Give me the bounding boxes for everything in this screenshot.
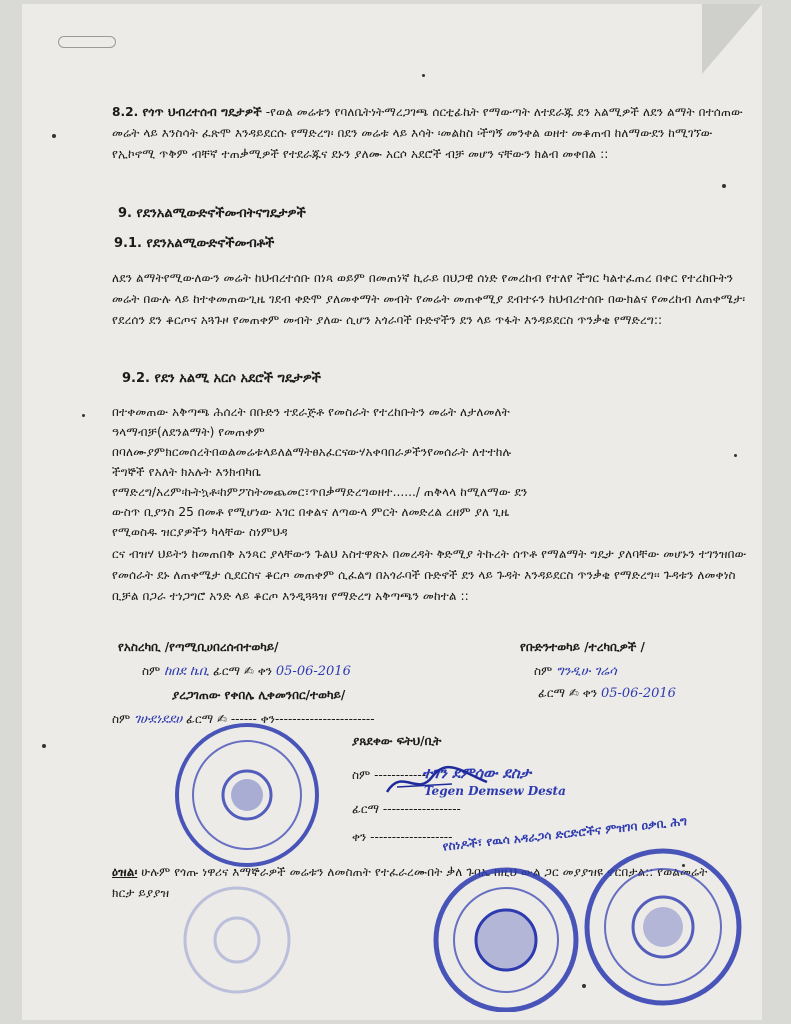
section-8-2-heading: 8.2. የጎጥ ህብረተሰብ ግዴታዎች — [112, 105, 262, 119]
approver-title-stamp: የስነዶች፣ የዉሳ አዳራጋሳ ድርድሮችና ምዝገባ ዐቃቢ ሕግ — [441, 813, 688, 854]
approver-name-latin: Tegen Demsew Desta — [424, 784, 566, 798]
verifier-name: ገሁደነደደሀ — [134, 712, 183, 727]
handover-label: የአስረካቢ /የጣሚቢሀበረሰብተወካይ/ — [118, 640, 279, 654]
section-9-2-line: የሚወስዱ ዝርያዎችን ካላቸው ስነምህዳ — [112, 525, 288, 539]
section-9-1-heading: 9.1. የደንአልሚውድኖችመብቶች — [114, 236, 275, 251]
approver-label: ያጸደቀው ፍትህ/ቢት — [352, 734, 442, 748]
signature-scribble-icon — [382, 762, 492, 802]
right-date: 05-06-2016 — [600, 686, 676, 701]
approver-sign-line: ፊርማ ------------------ — [352, 802, 461, 816]
verifier-label: ያረጋገጠው የቀበሌ ሊቀመንበር/ተወካይ/ — [172, 688, 346, 702]
folded-corner — [702, 4, 762, 74]
section-9-2-text2: ርና ብዝሃ ህይትን ከመጠበቅ አንጻር ያላቸውን ጉልህ አስተዋጽኦ በመረዳት ቅድሚያ ትኩረት ሰጥቶ የማልማት ግዴታ ያለባቸው መሆኑን ተገንዝበው የመሰራት ደኑ ለጠቀሜታ ሲደርስና ቆርጦ መጠቀም ሲፈልግ በአጎራባች ቡድኖች ደን ላይ ጉዳት እንዳይደርስ ጥንቃቄ የማድረግ፡፡ ጉዳቱን ለመቀነስ ቢቻል በጋራ ተነጋግሮ አንድ ላይ ቆርጦ እንዲጓጓዝ የማድረግ አቅጣጫን መከተል :: — [112, 547, 747, 603]
right-name: ግንዲሁ ገሬሳ — [556, 664, 617, 679]
approver-date-line: ቀን ------------------- — [352, 830, 453, 844]
note-label: ዕዝል፡ — [112, 865, 138, 879]
left-name: ከበደ ኬቢ — [164, 664, 210, 679]
section-9-2-line: ውስጥ ቢያንስ 25 በመቶ የሚሆነው አገር በቀልና ለጣውላ ምርት ለመድረል ረዘም ያለ ጊዜ — [112, 505, 510, 519]
right-name-line: ስም ግንዲሁ ገሬሳ — [534, 664, 617, 679]
right-sign-line: ፊርማ ✍ ቀን 05-06-2016 — [538, 686, 676, 701]
office-stamp-icon — [578, 842, 748, 1012]
section-9-2-line: በባለሙያምክርመሰረትበወልመሬቱላይለልማትፀአፈርናውሃአቀባበራዎችንየመሰራት ለተተከሉ — [112, 445, 512, 459]
receiver-label: የቡድንተወካይ /ተረካቢዎች / — [520, 640, 645, 654]
section-9-heading: 9. የደንአልሚውድኖችመብትናግዴታዎች — [118, 206, 306, 221]
faded-stamp-icon — [172, 878, 302, 998]
section-8-2-text: -የወል መሬቱን የባለቤትነትማረጋገጫ ሰርቲፊኬት የማውጣት ለተደራጁ ደን አልሚዎች ለደን ልማት በተሰጠው መሬት ላይ እንስሳት ፈጽሞ እንዳይደርሱ የማድረግ፡ በደን መሬቱ ላይ እሳት ፡መልከስ ፡ችግኝ መንቀል ወዘተ መቆጠብ ከለማውደን ከሚገኘው የኢኮኖሚ ጥቅም ብቸኛ ተጠቃሚዎች የተደራጁና ደኑን ያለሙ አርሶ አደሮች ብቻ መሆን ናቸውን ክልብ መቀበል :: — [112, 105, 743, 161]
section-9-2-line: በተቀመጠው አቅጣጫ ሕሰረት በቡድን ተደራጅቶ የመስራት የተረከቡትን መሬት ለታለመለት — [112, 405, 510, 419]
kebele-stamp-icon — [172, 720, 322, 870]
section-9-1-text: ለደን ልማትየሚውለውን መሬት ከህብረተሰቡ በነጻ ወይም በመጠነኛ ኪራይ በህጋዊ ሰነድ የመረከብ የተለየ ችግር ካልተፈጠረ በቀር የተረከቡትን መሬት በውሉ ላይ ከተቀመጠውጊዜ ገደብ ቀድሞ ያለመቀማት መብት የመሬት መጠቀሚያ ደብተሩን ከህብረተሰቡ በውክልና የመረከብ ለጠቀሜታ፡የደረሰን ደን ቆርጦና አጓጉዞ የመጠቀም መብት ያለው ሲሆን አጎራባች ቡድኖችን ደን ላይ ጥፋት እንዳይደርስ ጥንቃቄ የማድረግ:: — [112, 271, 746, 327]
left-date: 05-06-2016 — [275, 664, 351, 679]
note-text: ሁሉም የጎጡ ነዋሪና እማኞራዎች መሬቱን ለመስጠት የተፈራረሙበት ቃለ ጉባኤ ከዚህ ውል ጋር መያያዝዩ ኖርበታል:: የወልመሬት ክርታ ይያያዝ — [112, 865, 708, 900]
approver-name-line: ስም ------------ — [352, 768, 427, 782]
section-9-2-line: ችግኞች የአለት ክአሉት እንክብካቤ — [112, 465, 262, 479]
left-signature-line: ስም ከበደ ኬቢ ፊርማ ✍ ቀን 05-06-2016 — [142, 664, 351, 679]
section-9-2-line: የማድረግ/አረም፡ኩትኳቶ፡ከምፖስትመጨመር፣ጥበቃማድረግወዘተ....../ ጠቅላላ ከሚለማው ደን — [112, 485, 528, 499]
section-9-2-lines — [112, 402, 752, 542]
section-9-2-heading: 9.2. የደን አልሚ አርሶ አደሮች ግዴታዎች — [122, 371, 321, 386]
section-9-2-line: ዓላማብቻ(ለደንልማት) የመጠቀም — [112, 425, 265, 439]
approver-name: ተገን ደምሰው ደስታ — [422, 764, 531, 782]
paper-clip-icon — [58, 36, 116, 48]
verifier-line: ስም ገሁደነደደሀ ፊርማ ✍ ------ ቀን----------------------- — [112, 712, 375, 727]
document-page — [22, 4, 762, 1020]
justice-office-stamp-icon — [426, 862, 586, 1012]
